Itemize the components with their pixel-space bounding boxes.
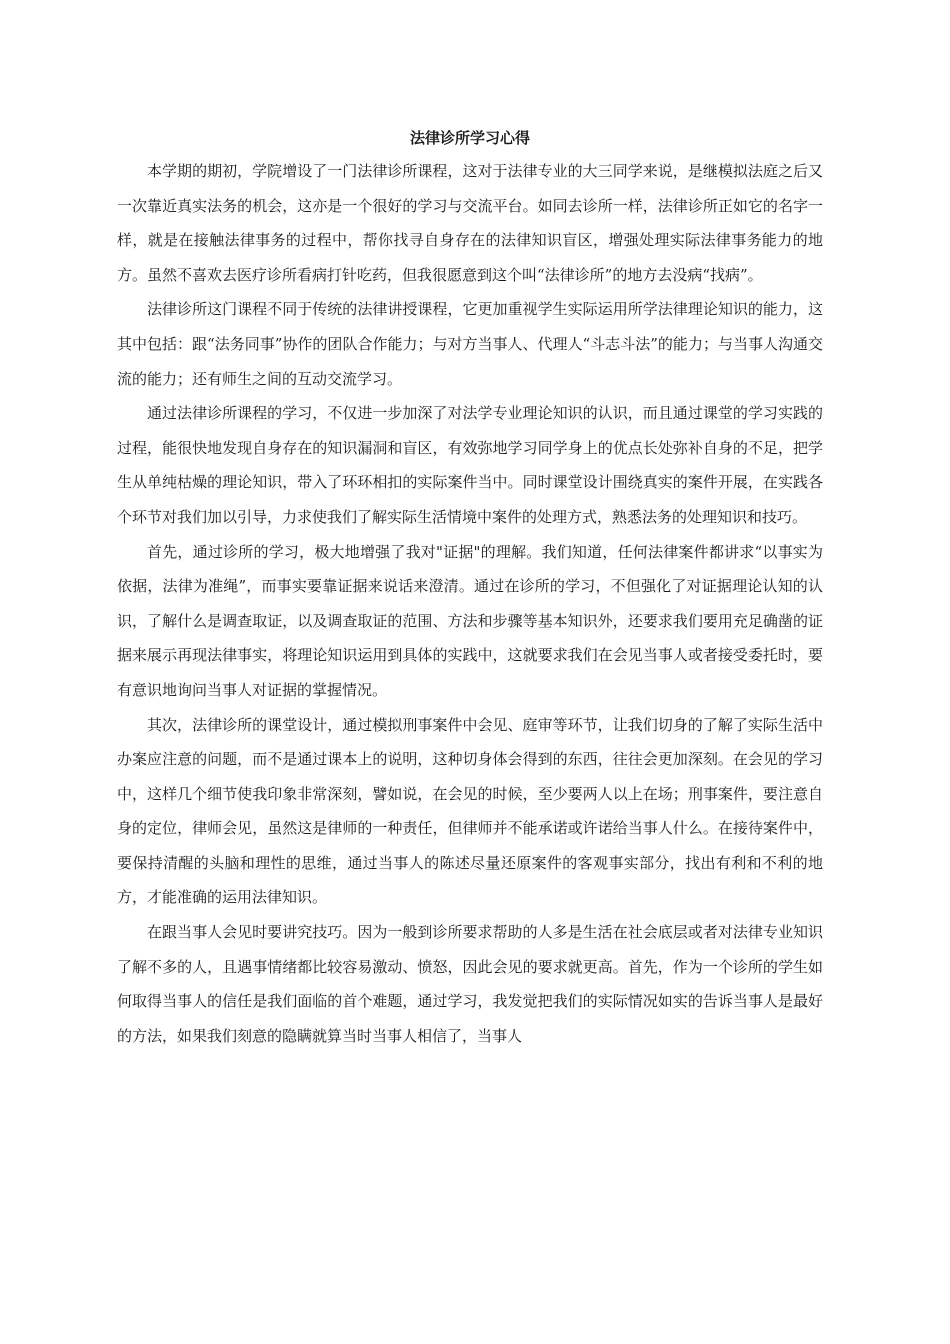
paragraph-4: 首先，通过诊所的学习，极大地增强了我对"证据"的理解。我们知道，任何法律案件都讲求“以事实为依据，法律为准绳”，而事实要靠证据来说话来澄清。通过在诊所的学习，不但强化了对证据理论认知的认识，了解什么是调查取证，以及调查取证的范围、方法和步骤等基本知识外，还要求我们要用充足确凿的证据来展示再现法律事实，将理论知识运用到具体的实践中，这就要求我们在会见当事人或者接受委托时，要有意识地询问当事人对证据的掌握情况。 bbox=[117, 542, 823, 699]
paragraph-3: 通过法律诊所课程的学习，不仅进一步加深了对法学专业理论知识的认识，而且通过课堂的学习实践的过程，能很快地发现自身存在的知识漏洞和盲区，有效弥地学习同学身上的优点长处弥补自身的不足，把学生从单纯枯燥的理论知识，带入了环环相扣的实际案件当中。同时课堂设计围绕真实的案件开展，在实践各个环节对我们加以引导，力求使我们了解实际生活情境中案件的处理方式，熟悉法务的处理知识和技巧。 bbox=[117, 404, 823, 526]
document-page bbox=[117, 128, 823, 1053]
paragraph-6: 在跟当事人会见时要讲究技巧。因为一般到诊所要求帮助的人多是生活在社会底层或者对法律专业知识了解不多的人，且遇事情绪都比较容易激动、愤怒，因此会见的要求就更高。首先，作为一个诊所的学生如何取得当事人的信任是我们面临的首个难题，通过学习，我发觉把我们的实际情况如实的告诉当事人是最好的方法，如果我们刻意的隐瞒就算当时当事人相信了，当事人 bbox=[117, 923, 823, 1045]
paragraph-5: 其次，法律诊所的课堂设计，通过模拟刑事案件中会见、庭审等环节，让我们切身的了解了实际生活中办案应注意的问题，而不是通过课本上的说明，这种切身体会得到的东西，往往会更加深刻。在会见的学习中，这样几个细节使我印象非常深刻，譬如说，在会见的时候，至少要两人以上在场；刑事案件，要注意自身的定位，律师会见，虽然这是律师的一种责任，但律师并不能承诺或许诺给当事人什么。在接待案件中，要保持清醒的头脑和理性的思维，通过当事人的陈述尽量还原案件的客观事实部分，找出有利和不利的地方，才能准确的运用法律知识。 bbox=[117, 715, 823, 907]
paragraph-1: 本学期的期初，学院增设了一门法律诊所课程，这对于法律专业的大三同学来说，是继模拟法庭之后又一次靠近真实法务的机会，这亦是一个很好的学习与交流平台。如同去诊所一样，法律诊所正如它的名字一样，就是在接触法律事务的过程中，帮你找寻自身存在的法律知识盲区，增强处理实际法律事务能力的地方。虽然不喜欢去医疗诊所看病打针吃药，但我很愿意到这个叫“法律诊所”的地方去没病“找病”。 bbox=[117, 162, 823, 284]
document-title: 法律诊所学习心得 bbox=[409, 129, 530, 147]
paragraph-2: 法律诊所这门课程不同于传统的法律讲授课程，它更加重视学生实际运用所学法律理论知识的能力，这其中包括：跟“法务同事”协作的团队合作能力；与对方当事人、代理人“斗志斗法”的能力；与当事人沟通交流的能力；还有师生之间的互动交流学习。 bbox=[117, 300, 823, 388]
